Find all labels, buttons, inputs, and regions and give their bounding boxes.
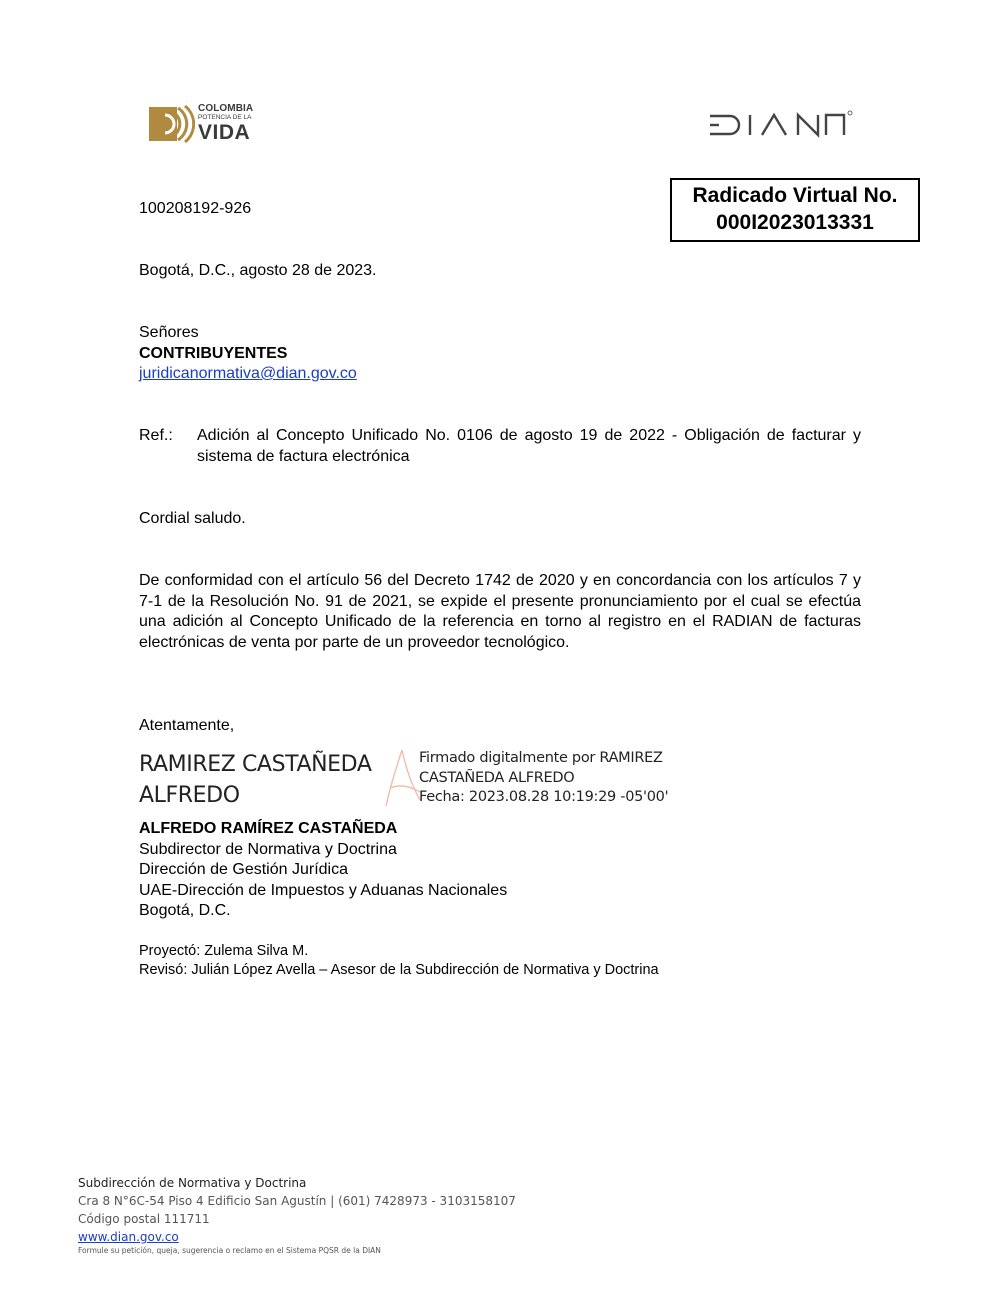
logo-line-vida: VIDA — [198, 121, 251, 144]
footer-office: Subdirección de Normativa y Doctrina — [78, 1176, 307, 1190]
reference-text: Adición al Concepto Unificado No. 0106 de agosto 19 de 2022 - Obligación de facturar y sistema de factura electrónica — [197, 427, 861, 465]
signed-by-line2: CASTAÑEDA ALFREDO — [419, 769, 575, 786]
file-number: 100208192-926 — [139, 200, 252, 217]
recipient-name: CONTRIBUYENTES — [139, 344, 288, 362]
recipient-email-link[interactable]: juridicanormativa@dian.gov.co — [139, 365, 357, 382]
footer-website-link[interactable]: www.dian.gov.co — [78, 1230, 179, 1244]
credit-reviewed: Revisó: Julián López Avella – Asesor de la Subdirección de Normativa y Doctrina — [139, 962, 659, 978]
logo-line-potencia: POTENCIA DE LA — [198, 114, 252, 121]
colombia-waves-icon — [147, 103, 195, 145]
credits-block — [139, 942, 659, 980]
footer-postal-code: Código postal 111711 — [78, 1212, 210, 1226]
signatory-agency: UAE-Dirección de Impuestos y Aduanas Nacionales — [139, 881, 508, 899]
colombia-potencia-vida-logo — [147, 103, 262, 145]
signatory-title: Subdirector de Normativa y Doctrina — [139, 840, 397, 858]
signatory-block — [139, 819, 507, 922]
body-paragraph: De conformidad con el artículo 56 del Decreto 1742 de 2020 y en concordancia con los artículos 7 y 7-1 de la Resolución No. 91 de 2021, se expide el presente pronunciamiento por el cual se efectúa una adición al Concepto Unificado de la referencia en torno al registro en el RADIAN de facturas electrónicas de venta por parte de un proveedor tecnológico. — [139, 572, 861, 651]
signatory-department: Dirección de Gestión Jurídica — [139, 861, 348, 878]
signed-by-line1: Firmado digitalmente por RAMIREZ — [419, 750, 663, 766]
logo-line-colombia: COLOMBIA — [198, 103, 254, 114]
dian-logo — [708, 110, 854, 140]
radicado-number: 000I2023013331 — [716, 211, 874, 234]
credit-projected: Proyectó: Zulema Silva M. — [139, 943, 309, 959]
reference-label: Ref.: — [139, 427, 173, 444]
recipient-salutation: Señores — [139, 324, 199, 341]
dian-wordmark-icon — [708, 110, 854, 140]
signature-name-line1: RAMIREZ CASTAÑEDA — [139, 752, 372, 777]
closing: Atentamente, — [139, 717, 235, 734]
footer-address: Cra 8 N°6C-54 Piso 4 Edificio San Agustín | (601) 7428973 - 3103158107 — [78, 1194, 516, 1208]
signed-date: Fecha: 2023.08.28 10:19:29 -05'00' — [419, 789, 669, 805]
digital-signature-details — [419, 749, 668, 808]
radicado-box — [670, 178, 920, 242]
signatory-city: Bogotá, D.C. — [139, 902, 231, 919]
date-line: Bogotá, D.C., agosto 28 de 2023. — [139, 262, 377, 279]
recipient-block — [139, 323, 357, 385]
signature-name — [139, 749, 371, 811]
signatory-name: ALFREDO RAMÍREZ CASTAÑEDA — [139, 820, 398, 837]
adobe-signature-watermark-icon — [382, 748, 422, 808]
radicado-label: Radicado Virtual No. — [692, 184, 898, 207]
signature-name-line2: ALFREDO — [139, 783, 240, 808]
greeting: Cordial saludo. — [139, 510, 246, 527]
footer-pqsr-note: Formule su petición, queja, sugerencia o reclamo en el Sistema PQSR de la DIAN — [78, 1246, 381, 1255]
page-footer — [78, 1174, 516, 1256]
